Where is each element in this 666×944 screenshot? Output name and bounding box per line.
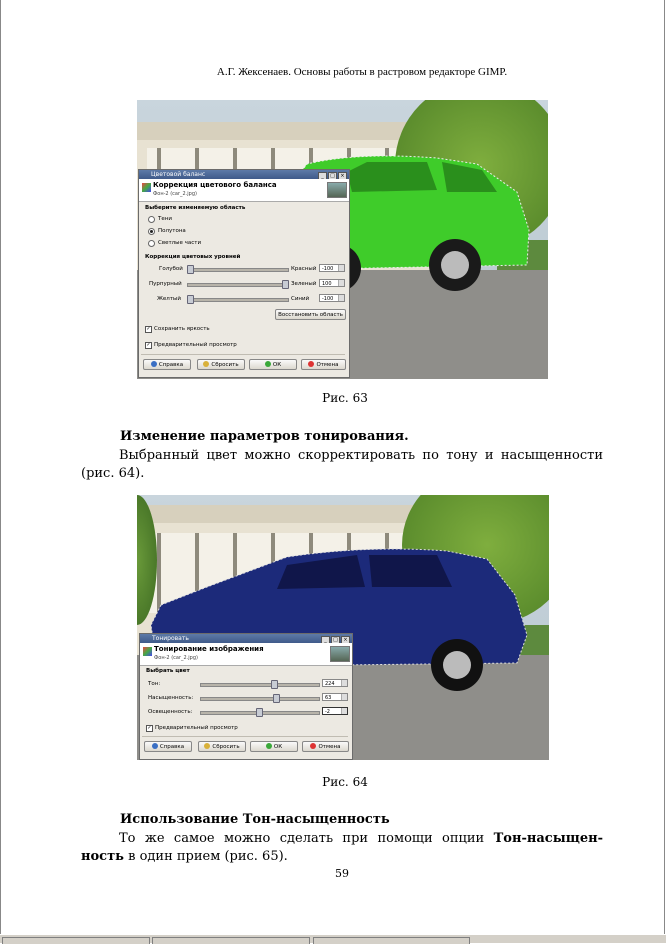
colorize-dialog bbox=[139, 633, 353, 760]
dialog-titlebar[interactable]: Цветовой баланс _ □ × bbox=[139, 170, 349, 179]
help-icon bbox=[151, 361, 157, 367]
slider-handle[interactable] bbox=[187, 295, 194, 304]
saturation-label: Насыщенность: bbox=[148, 695, 194, 701]
hue-slider[interactable] bbox=[200, 683, 320, 687]
slider-left-label: Голубой bbox=[159, 266, 183, 272]
slider-handle[interactable] bbox=[282, 280, 289, 289]
taskbar-button[interactable] bbox=[152, 937, 310, 944]
figure-caption: Рис. 63 bbox=[322, 391, 368, 405]
slider-left-label: Желтый bbox=[157, 296, 181, 302]
maximize-icon[interactable]: □ bbox=[328, 172, 337, 180]
running-header: А.Г. Жексенаев. Основы работы в растровом редакторе GIMP. bbox=[216, 66, 508, 78]
dialog-header bbox=[140, 643, 352, 666]
dialog-subheading: Фон-2 (car_2.jpg) bbox=[154, 655, 198, 661]
lightness-spin[interactable]: -2 bbox=[322, 707, 348, 715]
cancel-button[interactable]: Отмена bbox=[302, 741, 349, 752]
image-thumbnail bbox=[327, 182, 347, 198]
pick-color-label: Выбрать цвет bbox=[146, 668, 190, 674]
reset-icon bbox=[203, 361, 209, 367]
ok-button[interactable]: ОК bbox=[250, 741, 298, 752]
yellow-blue-spin[interactable]: -100 bbox=[319, 294, 345, 302]
yellow-blue-slider[interactable] bbox=[187, 298, 289, 302]
help-button[interactable]: Справка bbox=[143, 359, 191, 370]
paragraph: То же самое можно сделать при помощи опции Тон-насыщен-ность в один прием (рис. 65). bbox=[81, 831, 603, 864]
magenta-green-slider[interactable] bbox=[187, 283, 289, 287]
color-balance-icon bbox=[142, 183, 151, 192]
slider-handle[interactable] bbox=[256, 708, 263, 717]
ok-button[interactable]: ОК bbox=[249, 359, 297, 370]
levels-label: Коррекция цветовых уровней bbox=[145, 254, 241, 260]
section-heading: Использование Тон-насыщенность bbox=[120, 812, 390, 827]
preserve-luminosity-label: Сохранить яркость bbox=[154, 326, 210, 332]
radio-highlights[interactable] bbox=[148, 240, 155, 247]
taskbar-button[interactable] bbox=[2, 937, 150, 944]
paragraph: Выбранный цвет можно скорректировать по тону и насыщенности (рис. 64). bbox=[81, 448, 603, 481]
dialog-header bbox=[139, 179, 349, 202]
check-icon bbox=[266, 743, 272, 749]
preview-checkbox[interactable]: ✓ bbox=[147, 725, 152, 731]
slider-handle[interactable] bbox=[271, 680, 278, 689]
colorize-icon bbox=[143, 647, 152, 656]
slider-handle[interactable] bbox=[273, 694, 280, 703]
check-icon bbox=[265, 361, 271, 367]
minimize-icon[interactable]: _ bbox=[318, 172, 327, 180]
taskbar-button[interactable] bbox=[313, 937, 470, 944]
slider-handle[interactable] bbox=[187, 265, 194, 274]
cancel-icon bbox=[310, 743, 316, 749]
minimize-icon[interactable]: _ bbox=[321, 636, 330, 644]
dialog-heading: Коррекция цветового баланса bbox=[153, 181, 277, 189]
radio-shadows-label: Тени bbox=[158, 216, 172, 222]
dialog-subheading: Фон-2 (car_2.jpg) bbox=[153, 191, 197, 197]
image-thumbnail bbox=[330, 646, 350, 662]
reset-range-button[interactable]: Восстановить область bbox=[275, 309, 346, 320]
preview-label: Предварительный просмотр bbox=[154, 342, 237, 348]
slider-right-label: Синий bbox=[291, 296, 310, 302]
slider-right-label: Красный bbox=[291, 266, 317, 272]
dialog-titlebar[interactable]: Тонировать _ □ × bbox=[140, 634, 352, 643]
hue-spin[interactable]: 224 bbox=[322, 679, 348, 687]
help-icon bbox=[152, 743, 158, 749]
reset-icon bbox=[204, 743, 210, 749]
page-border bbox=[664, 0, 665, 934]
magenta-green-spin[interactable]: 100 bbox=[319, 279, 345, 287]
range-label: Выберите изменяемую область bbox=[145, 205, 246, 211]
figure-63 bbox=[137, 100, 548, 379]
cancel-button[interactable]: Отмена bbox=[301, 359, 346, 370]
preserve-luminosity-checkbox[interactable]: ✓ bbox=[146, 326, 151, 332]
dialog-heading: Тонирование изображения bbox=[154, 645, 264, 653]
radio-midtones-label: Полутона bbox=[158, 228, 186, 234]
radio-midtones[interactable] bbox=[148, 228, 155, 235]
reset-button[interactable]: Сбросить bbox=[198, 741, 246, 752]
maximize-icon[interactable]: □ bbox=[331, 636, 340, 644]
figure-64 bbox=[137, 495, 549, 760]
page-border bbox=[0, 0, 1, 934]
saturation-slider[interactable] bbox=[200, 697, 320, 701]
section-heading: Изменение параметров тонирования. bbox=[120, 429, 409, 444]
figure-caption: Рис. 64 bbox=[322, 775, 368, 789]
cancel-icon bbox=[308, 361, 314, 367]
preview-checkbox[interactable]: ✓ bbox=[146, 342, 151, 348]
slider-left-label: Пурпурный bbox=[149, 281, 182, 287]
preview-label: Предварительный просмотр bbox=[155, 725, 238, 731]
close-icon[interactable]: × bbox=[341, 636, 350, 644]
radio-highlights-label: Светлые части bbox=[158, 240, 202, 246]
radio-shadows[interactable] bbox=[148, 216, 155, 223]
close-icon[interactable]: × bbox=[338, 172, 347, 180]
slider-right-label: Зеленый bbox=[291, 281, 317, 287]
lightness-label: Освещенность: bbox=[148, 709, 193, 715]
cyan-red-spin[interactable]: -100 bbox=[319, 264, 345, 272]
cyan-red-slider[interactable] bbox=[187, 268, 289, 272]
help-button[interactable]: Справка bbox=[144, 741, 192, 752]
reset-button[interactable]: Сбросить bbox=[197, 359, 245, 370]
saturation-spin[interactable]: 63 bbox=[322, 693, 348, 701]
color-balance-dialog bbox=[138, 169, 350, 378]
page-number: 59 bbox=[335, 867, 349, 880]
hue-label: Тон: bbox=[148, 681, 161, 687]
